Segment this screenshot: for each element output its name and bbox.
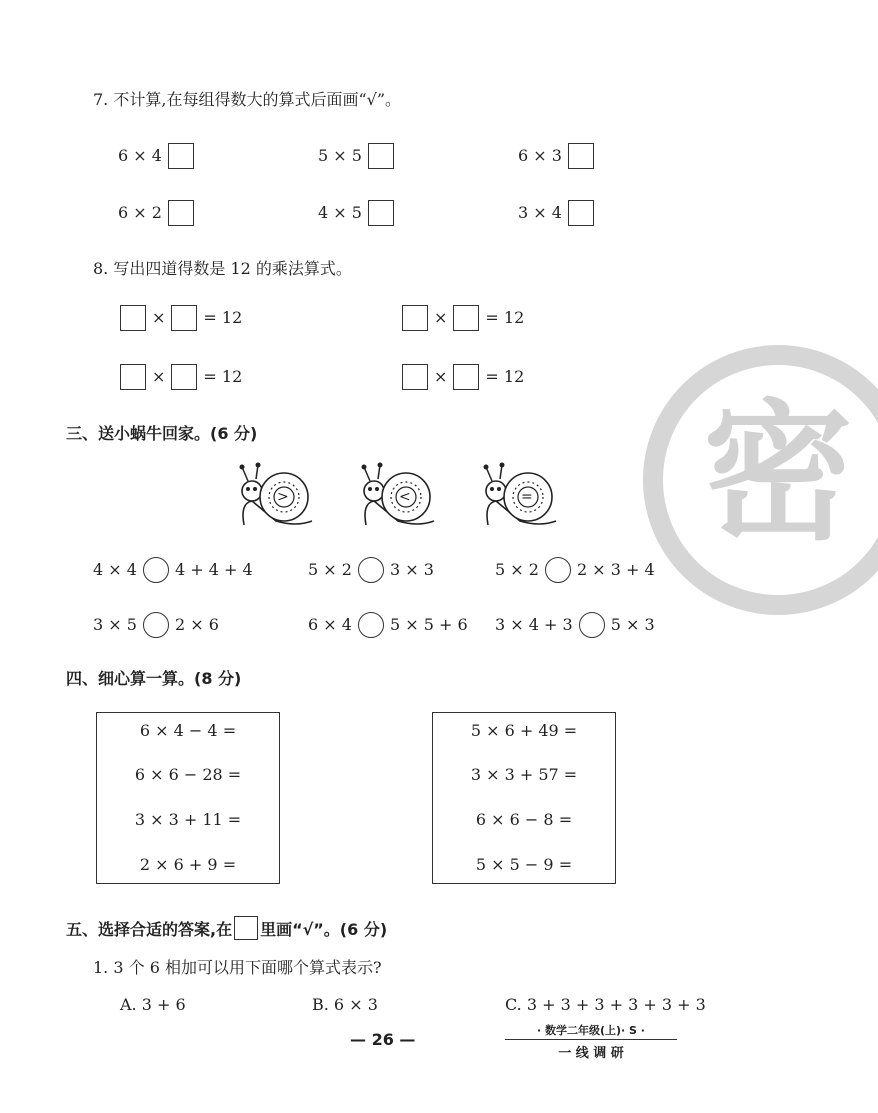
page-number: — 26 — [350,1030,416,1049]
snail-greater [236,463,316,535]
q7-item-1 [118,143,194,169]
compare-item [495,612,655,638]
answer-box[interactable] [368,143,394,169]
calc-box-left [96,712,280,884]
compare-circle[interactable] [143,612,169,638]
calc-item: 5 × 5 − 9 = [475,855,573,874]
compare-circle[interactable] [545,557,571,583]
footer-series: 一 线 调 研 [558,1046,624,1061]
q7-expr: 4 × 5 [318,203,362,222]
compare-item [495,557,655,583]
q7-item-2 [318,143,394,169]
factor-box[interactable] [120,305,146,331]
factor-box[interactable] [171,305,197,331]
factor-box[interactable] [171,364,197,390]
compare-circle[interactable] [358,557,384,583]
equals-12: = 12 [203,367,243,386]
footer-book: · 数学二年级(上)· S · [536,1024,645,1037]
q7-expr: 3 × 4 [518,203,562,222]
compare-right: 2 × 6 [174,615,219,634]
compare-left: 3 × 4 + 3 [495,615,573,634]
compare-item [93,557,253,583]
watermark-seal [618,330,878,630]
calc-item: 5 × 6 + 49 = [470,721,578,740]
section4-title: 四、细心算一算。(8 分) [66,669,242,688]
q8-equation-3 [120,364,242,390]
factor-box[interactable] [402,364,428,390]
section3-title: 三、送小蜗牛回家。(6 分) [66,424,258,443]
compare-left: 3 × 5 [93,615,137,634]
compare-right: 3 × 3 [389,560,434,579]
compare-item [93,612,219,638]
equals-12: = 12 [485,367,525,386]
option-b[interactable]: B. 6 × 3 [312,995,378,1014]
calc-item: 6 × 6 − 28 = [134,765,242,784]
calc-box-right [432,712,616,884]
section5-title-part: 五、选择合适的答案,在 [66,919,233,939]
compare-circle[interactable] [143,557,169,583]
factor-box[interactable] [453,305,479,331]
seal-graphic [618,330,878,630]
compare-left: 5 × 2 [308,560,352,579]
compare-right: 5 × 5 + 6 [389,615,468,634]
q8-prompt: 8. 写出四道得数是 12 的乘法算式。 [93,259,352,278]
snail-icon [358,463,438,531]
answer-box[interactable] [168,200,194,226]
snail-symbol: < [399,489,411,505]
q7-item-5 [318,200,394,226]
answer-box[interactable] [368,200,394,226]
checkbox-sample [234,916,258,940]
snail-icon [480,463,560,531]
compare-right: 2 × 3 + 4 [576,560,655,579]
q7-expr: 6 × 2 [118,203,162,222]
q7-expr: 6 × 3 [518,146,562,165]
calc-item: 3 × 3 + 11 = [134,810,242,829]
snail-symbol: > [277,489,289,505]
answer-box[interactable] [168,143,194,169]
equals-12: = 12 [203,308,243,327]
times-sign: × [434,308,448,327]
q8-equation-4 [402,364,524,390]
section5-q1: 1. 3 个 6 相加可以用下面哪个算式表示? [93,958,382,977]
answer-box[interactable] [568,200,594,226]
times-sign: × [152,367,166,386]
q7-item-6 [518,200,594,226]
compare-left: 5 × 2 [495,560,539,579]
compare-item [308,557,434,583]
q7-item-4 [118,200,194,226]
footer-divider [505,1039,677,1040]
snail-less [358,463,438,535]
q7-prompt: 7. 不计算,在每组得数大的算式后面画“√”。 [93,90,401,109]
snail-symbol: = [521,489,533,505]
times-sign: × [152,308,166,327]
compare-left: 4 × 4 [93,560,137,579]
factor-box[interactable] [453,364,479,390]
section5-title [66,916,387,940]
compare-right: 5 × 3 [610,615,655,634]
q7-expr: 6 × 4 [118,146,162,165]
q8-equation-1 [120,305,242,331]
calc-item: 3 × 3 + 57 = [470,765,578,784]
snail-icon [236,463,316,531]
equals-12: = 12 [485,308,525,327]
q7-item-3 [518,143,594,169]
q7-expr: 5 × 5 [318,146,362,165]
factor-box[interactable] [402,305,428,331]
option-a[interactable]: A. 3 + 6 [120,995,186,1014]
compare-right: 4 + 4 + 4 [174,560,253,579]
seal-char: 密 [702,387,854,561]
compare-circle[interactable] [579,612,605,638]
times-sign: × [434,367,448,386]
option-c[interactable]: C. 3 + 3 + 3 + 3 + 3 + 3 [505,995,706,1014]
answer-box[interactable] [568,143,594,169]
section5-title-part: 里画“√”。(6 分) [260,919,388,939]
compare-circle[interactable] [358,612,384,638]
calc-item: 6 × 6 − 8 = [475,810,573,829]
snail-equal [480,463,560,535]
calc-item: 6 × 4 − 4 = [139,721,237,740]
compare-left: 6 × 4 [308,615,352,634]
calc-item: 2 × 6 + 9 = [139,855,237,874]
q8-equation-2 [402,305,524,331]
factor-box[interactable] [120,364,146,390]
compare-item [308,612,468,638]
